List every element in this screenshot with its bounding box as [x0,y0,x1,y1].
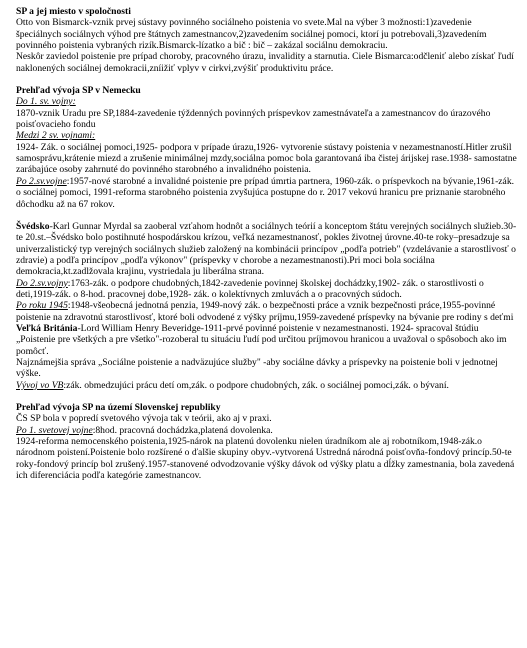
spacer [16,74,519,85]
paragraph-slovakia-reforms: 1924-reforma nemocenského poistenia,1925-nárok na platenú dovolenku nielen úradníkom ale aj robotníkom,1948-zák.o národnom poistení.Poistenie bolo rozšírené o ďalšie skupiny obyv.-vytvorená Ustredná národná poisťovňa-fondový princíp.50-te roky-fondový princíp bol zrušený.1957-stanovené odvodzovanie výšky dávok od výšky platu a dĺžky zamestnania, bola zavedená ich diferenciácia podľa kategórie zamestnancov. [16,436,515,482]
paragraph-germany-between-wars: 1924- Zák. o sociálnej pomoci,1925- podpora v prípade úrazu,1926- vytvorenie sústavy poistenia v nezamestnaností.Hitler zrušil samosprávu,krátenie miezd a zrušenie minimálnej mzdy,sociálna pomoc bola garantovaná iba čistej árijskej rase.1938- samostatne zarábajúce osoby zahrnuté do povinného starobného a invalidného poistenia. [16,141,517,176]
paragraph-uk-development [16,380,519,391]
section-heading-slovakia: Prehľad vývoja SP na území Slovenskej republiky [16,402,221,413]
paragraph-bismarck: Otto von Bismarck-vznik prvej sústavy povinného sociálneho poistenia vo svete.Mal na výber 3 možnosti:1)zavedenie špeciálnych sociálnych výhod pre štátnych zamestnancov,2)zavedením sociálnej pomoci, ktorí ju potrebovali,3)zavedením povinného poistenia vybraných rizík.Bismarck-lízatko a bič : bič – zakázal sociálnu demokraciu. [16,17,487,52]
text-slovakia-after-ww1: :8hod. pracovná dochádzka,platená dovolenka. [92,424,273,436]
paragraph-germany-before-ww1: 1870-vznik Uradu pre SP,1884-zavedenie týždenných povinných príspevkov zamestnávateľa a zamestnancov do úrazového poisťovacieho fondu [16,107,491,131]
spacer [16,391,519,402]
subheading-sweden-after-1945: Po roku 1945 [16,300,68,312]
subheading-slovakia-after-ww1: Po 1. svetovej vojne [16,424,93,436]
paragraph-slovakia-intro: ČS SP bola v popredí svetového vývoja tak v teórii, ako aj v praxi. [16,413,272,425]
paragraph-uk [16,323,519,357]
text-sweden-after-1945: :1948-všeobecná jednotná penzia, 1949-nový zák. o bezpečnosti práce a vznik bezpečnosti práce,1955-povinné poistenie na zdravotnú starostlivosť, ktoré boli odvodené z výšky príjmu,1959-zavedené príspevky na bývanie pre rodiny s deťmi [16,300,514,323]
uk-text: -Lord William Henry Beveridge-1911-prvé povinné poistenie v nezamestnanosti. 1924- spracoval štúdiu „Poistenie pre všetkých a pre všetko"-rozoberal tu situáciu ľudí pod určitou príjmovou hranicou a uvažoval o spôsoboch ako im pomôcť. [16,322,507,357]
subheading-sweden-before-ww2: Do 2.sv.vojny [16,277,68,289]
paragraph-uk-report: Najznámejšia správa „Sociálne poistenie a nadväzujúce služby" -aby sociálne dávky a príspevky na poistenie boli v jednotnej výške. [16,356,498,380]
paragraph-sweden-after-1945 [16,300,519,323]
subheading-between-wars: Medzi 2 sv. vojnami: [16,130,96,142]
section-heading-germany: Prehľad vývoja SP v Nemecku [16,85,141,97]
text-sweden-before-ww2: :1763-zák. o podpore chudobných,1842-zavedenie povinnej školskej dochádzky,1902- zák. o starostlivosti o deti,1919-zák. o 8-hod. pracovnej dobe,1928- zák. o kolektívnych zmluvách a o pracovných súdoch. [16,277,484,300]
subheading-before-ww1: Do 1. sv. vojny: [16,96,76,108]
section-heading-sp-society: SP a jej miesto v spoločnosti [16,6,131,17]
paragraph-sweden-before-ww2 [16,278,519,301]
text-uk-development: :zák. obmedzujúci prácu detí om,zák. o podpore chudobných, zák. o sociálnej pomoci,zák. o bývaní. [63,379,449,391]
uk-lead: Veľká Británia [16,322,78,334]
subheading-after-ww2: Po 2.sv.vojne [16,175,67,187]
paragraph-germany-after-ww2 [16,176,519,210]
sweden-lead: Švédsko [16,220,50,232]
paragraph-slovakia-after-ww1 [16,425,519,436]
subheading-uk-development: Vývoj vo VB [16,379,64,391]
paragraph-bismarck-goals: Neskôr zaviedol poistenie pre prípad choroby, pracovného úrazu, invalidity a starnutia. Ciele Bismarca:odčleniť alebo získať ľudí naklonených sociálnej demokracii,zníižiť vplyv v cirkvi,zvýšiť produktivitu práce. [16,51,514,74]
spacer [16,210,519,221]
paragraph-sweden [16,221,519,278]
text-after-ww2: :1957-nové starobné a invalidné poistenie pre prípad úmrtia partnera, 1960-zák. o príspevkoch na bývanie,1961-zák. o sociálnej pomoci, 1991-reforma starobného poistenia zvyšujúca postupne do r. 2017 vekovú hranicu pre priznanie starobného dôchodku až na 67 rokov. [16,175,515,210]
sweden-text: -Karl Gunnar Myrdal sa zaoberal vzťahom hodnôt a sociálnych teórií a konceptom štátu verejných sociálnych služieb.30-te 20.st.–Švédsko bolo postihnuté hospodárskou krízou, veľká nezamestnanosť, pokles životnej úrovne.40-te roky–presadzuje sa univerzalistický typ verejných sociálnych služieb založený na kombinácii princípov „podľa potrieb" (vzdelávanie a starostlivosť o zdravie) a podľa princípov „podľa výkonov" (príspevky v chorobe a nezamestnanosti).Pri moci bola sociálna demokracia,kt.zadlžovala krajinu, vystriedala ju liberálna strana. [16,220,517,278]
